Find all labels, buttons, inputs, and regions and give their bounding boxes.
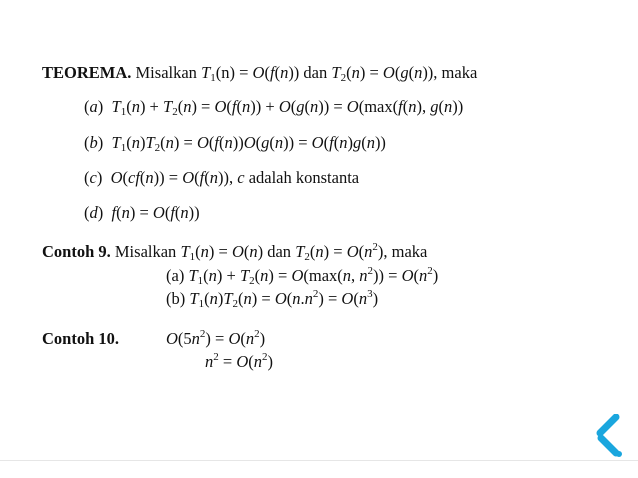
theorem-part-a: (a) $T_1(n) + T_2(n) = O(f(n)) + O(g(n)) = O(\max(f(n)$, g(n)) xyxy=(84,97,464,118)
example-9-statement: Contoh 9. Misalkan $T_1(n) = O(n)$ dan $T_2(n) = O(n^2)$, maka xyxy=(42,241,428,263)
footer-divider xyxy=(0,460,638,461)
example-9-part-b: (b) $T_1(n)T_2(n) = O(n.n^2) = O(n^3)$ xyxy=(166,288,379,310)
example-10-statement: Contoh 10. $O(5n^2) = O(n^2)$ xyxy=(42,328,266,348)
example-9-part-a: (a) $T_1(n) + T_2(n) = O(\max(n$, $n^2)) = O(n^2)$ xyxy=(166,265,439,287)
theorem-statement: TEOREMA. Misalkan $T_1(n) = O(f(n))$ dan $T_2(n) = O(g(n))$, maka xyxy=(42,63,478,84)
chevron-logo-icon xyxy=(592,414,626,458)
theorem-part-c: (c) O(cf(n)) = O(f(n)), c adalah konstanta xyxy=(84,168,360,187)
theorem-part-b: (b) $T_1(n)T_2(n) = O(f(n))O(g(n)) = O(f(n)g(n))$ xyxy=(84,133,386,154)
theorem-part-d: (d) f(n) = O(f(n)) xyxy=(84,203,200,222)
example-10-line-2: $n^2 = O(n^2)$ xyxy=(205,351,273,371)
